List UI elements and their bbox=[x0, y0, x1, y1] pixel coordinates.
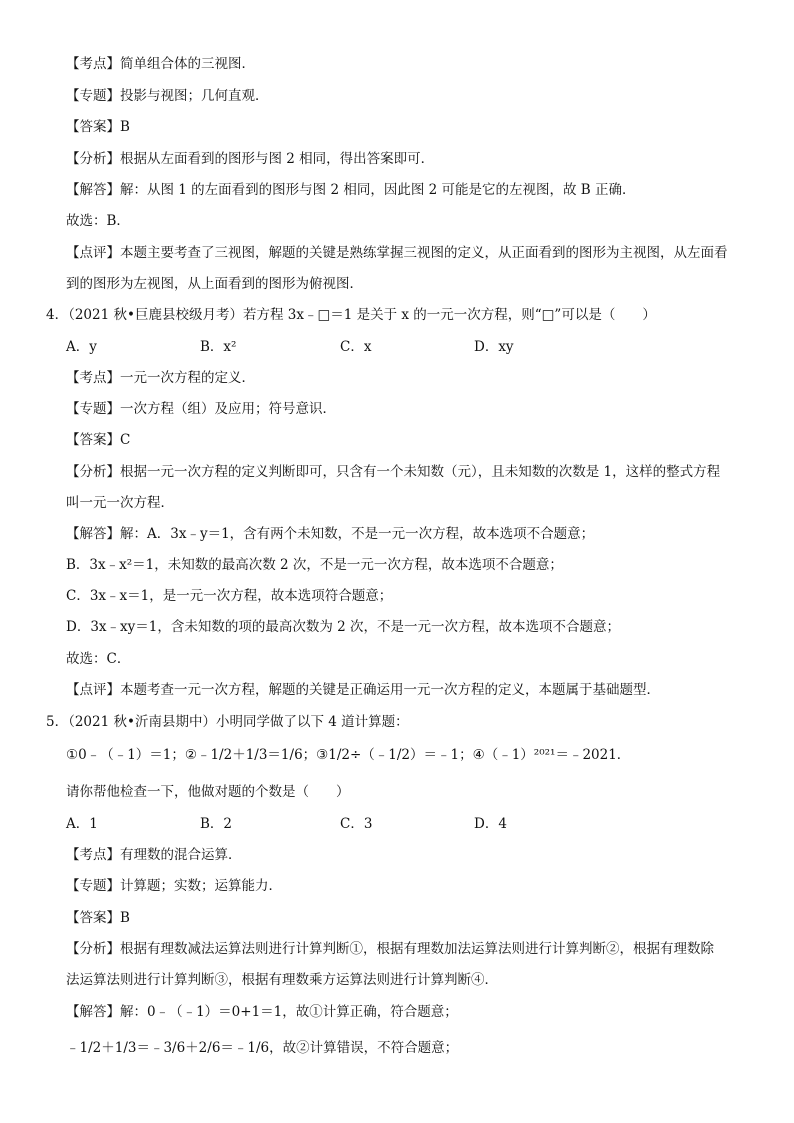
q3-zhuanti: 【专题】投影与视图；几何直观． bbox=[66, 88, 269, 104]
q5-solution-line1: 【解答】解：0﹣（﹣1）＝0+1＝1，故①计算正确，符合题意； bbox=[66, 1004, 458, 1020]
q4-analysis-line1: 【分析】根据一元一次方程的定义判断即可，只含有一个未知数（元），且未知数的次数是 1，这样的整式方程 bbox=[66, 464, 721, 480]
q5-kaodian: 【考点】有理数的混合运算． bbox=[66, 847, 242, 863]
q3-comment-line2: 到的图形为左视图，从上面看到的图形为俯视图． bbox=[66, 276, 363, 292]
q4-answer: 【答案】C bbox=[66, 432, 131, 448]
q5-option-b: B．2 bbox=[200, 816, 233, 832]
q5-calculations: ①0﹣（﹣1）＝1；②﹣1/2＋1/3＝1/6；③1/2÷（﹣1/2）＝﹣1；④（﹣1）²⁰²¹＝﹣2021． bbox=[66, 747, 631, 763]
q4-analysis-line2: 叫一元一次方程． bbox=[66, 495, 174, 511]
q4-kaodian: 【考点】一元一次方程的定义． bbox=[66, 370, 255, 386]
q3-comment-line1: 【点评】本题主要考查了三视图，解题的关键是熟练掌握三视图的定义，从正面看到的图形为主视图，从左面看 bbox=[66, 245, 728, 261]
q5-question: 请你帮他检查一下，他做对题的个数是（ ） bbox=[66, 784, 350, 800]
q4-solution-b: B．3x﹣x²＝1，未知数的最高次数 2 次，不是一元一次方程，故本选项不合题意； bbox=[66, 557, 563, 573]
q5-option-d: D．4 bbox=[474, 816, 507, 832]
q3-analysis: 【分析】根据从左面看到的图形与图 2 相同，得出答案即可． bbox=[66, 151, 435, 167]
q3-choice: 故选：B． bbox=[66, 213, 130, 229]
q4-comment: 【点评】本题考查一元一次方程，解题的关键是正确运用一元一次方程的定义，本题属于基础题型． bbox=[66, 682, 660, 698]
q4-option-a: A．y bbox=[66, 339, 97, 355]
q4-option-b: B．x² bbox=[200, 339, 237, 355]
q5-solution-line2: ﹣1/2＋1/3＝﹣3/6＋2/6＝﹣1/6，故②计算错误，不符合题意； bbox=[66, 1040, 459, 1056]
q4-choice: 故选：C． bbox=[66, 651, 131, 667]
q4-option-d: D．xy bbox=[474, 339, 514, 355]
q4-zhuanti: 【专题】一次方程（组）及应用；符号意识． bbox=[66, 401, 336, 417]
q3-answer: 【答案】B bbox=[66, 119, 130, 135]
q5-option-c: C．3 bbox=[340, 816, 373, 832]
q3-solution: 【解答】解：从图 1 的左面看到的图形与图 2 相同，因此图 2 可能是它的左视图，故 B 正确． bbox=[66, 182, 636, 198]
q4-stem: 4．（2021 秋•巨鹿县校级月考）若方程 3x﹣□＝1 是关于 x 的一元一次方程，则“□”可以是（ ） bbox=[46, 307, 656, 323]
q4-solution-c: C．3x﹣x＝1，是一元一次方程，故本选项符合题意； bbox=[66, 588, 393, 604]
q3-kaodian: 【考点】简单组合体的三视图． bbox=[66, 56, 255, 72]
q4-solution-d: D．3x﹣xy＝1，含未知数的项的最高次数为 2 次，不是一元一次方程，故本选项不合题意； bbox=[66, 619, 621, 635]
q4-solution-a: 【解答】解：A．3x﹣y＝1，含有两个未知数，不是一元一次方程，故本选项不合题意； bbox=[66, 526, 595, 542]
q4-option-c: C．x bbox=[340, 339, 372, 355]
q5-analysis-line2: 法运算法则进行计算判断③，根据有理数乘方运算法则进行计算判断④． bbox=[66, 972, 498, 988]
q5-zhuanti: 【专题】计算题；实数；运算能力． bbox=[66, 878, 282, 894]
q5-analysis-line1: 【分析】根据有理数减法运算法则进行计算判断①，根据有理数加法运算法则进行计算判断②，根据有理数除 bbox=[66, 941, 714, 957]
q5-option-a: A．1 bbox=[66, 816, 98, 832]
q5-stem: 5．（2021 秋•沂南县期中）小明同学做了以下 4 道计算题： bbox=[46, 714, 409, 730]
q5-answer: 【答案】B bbox=[66, 910, 130, 926]
